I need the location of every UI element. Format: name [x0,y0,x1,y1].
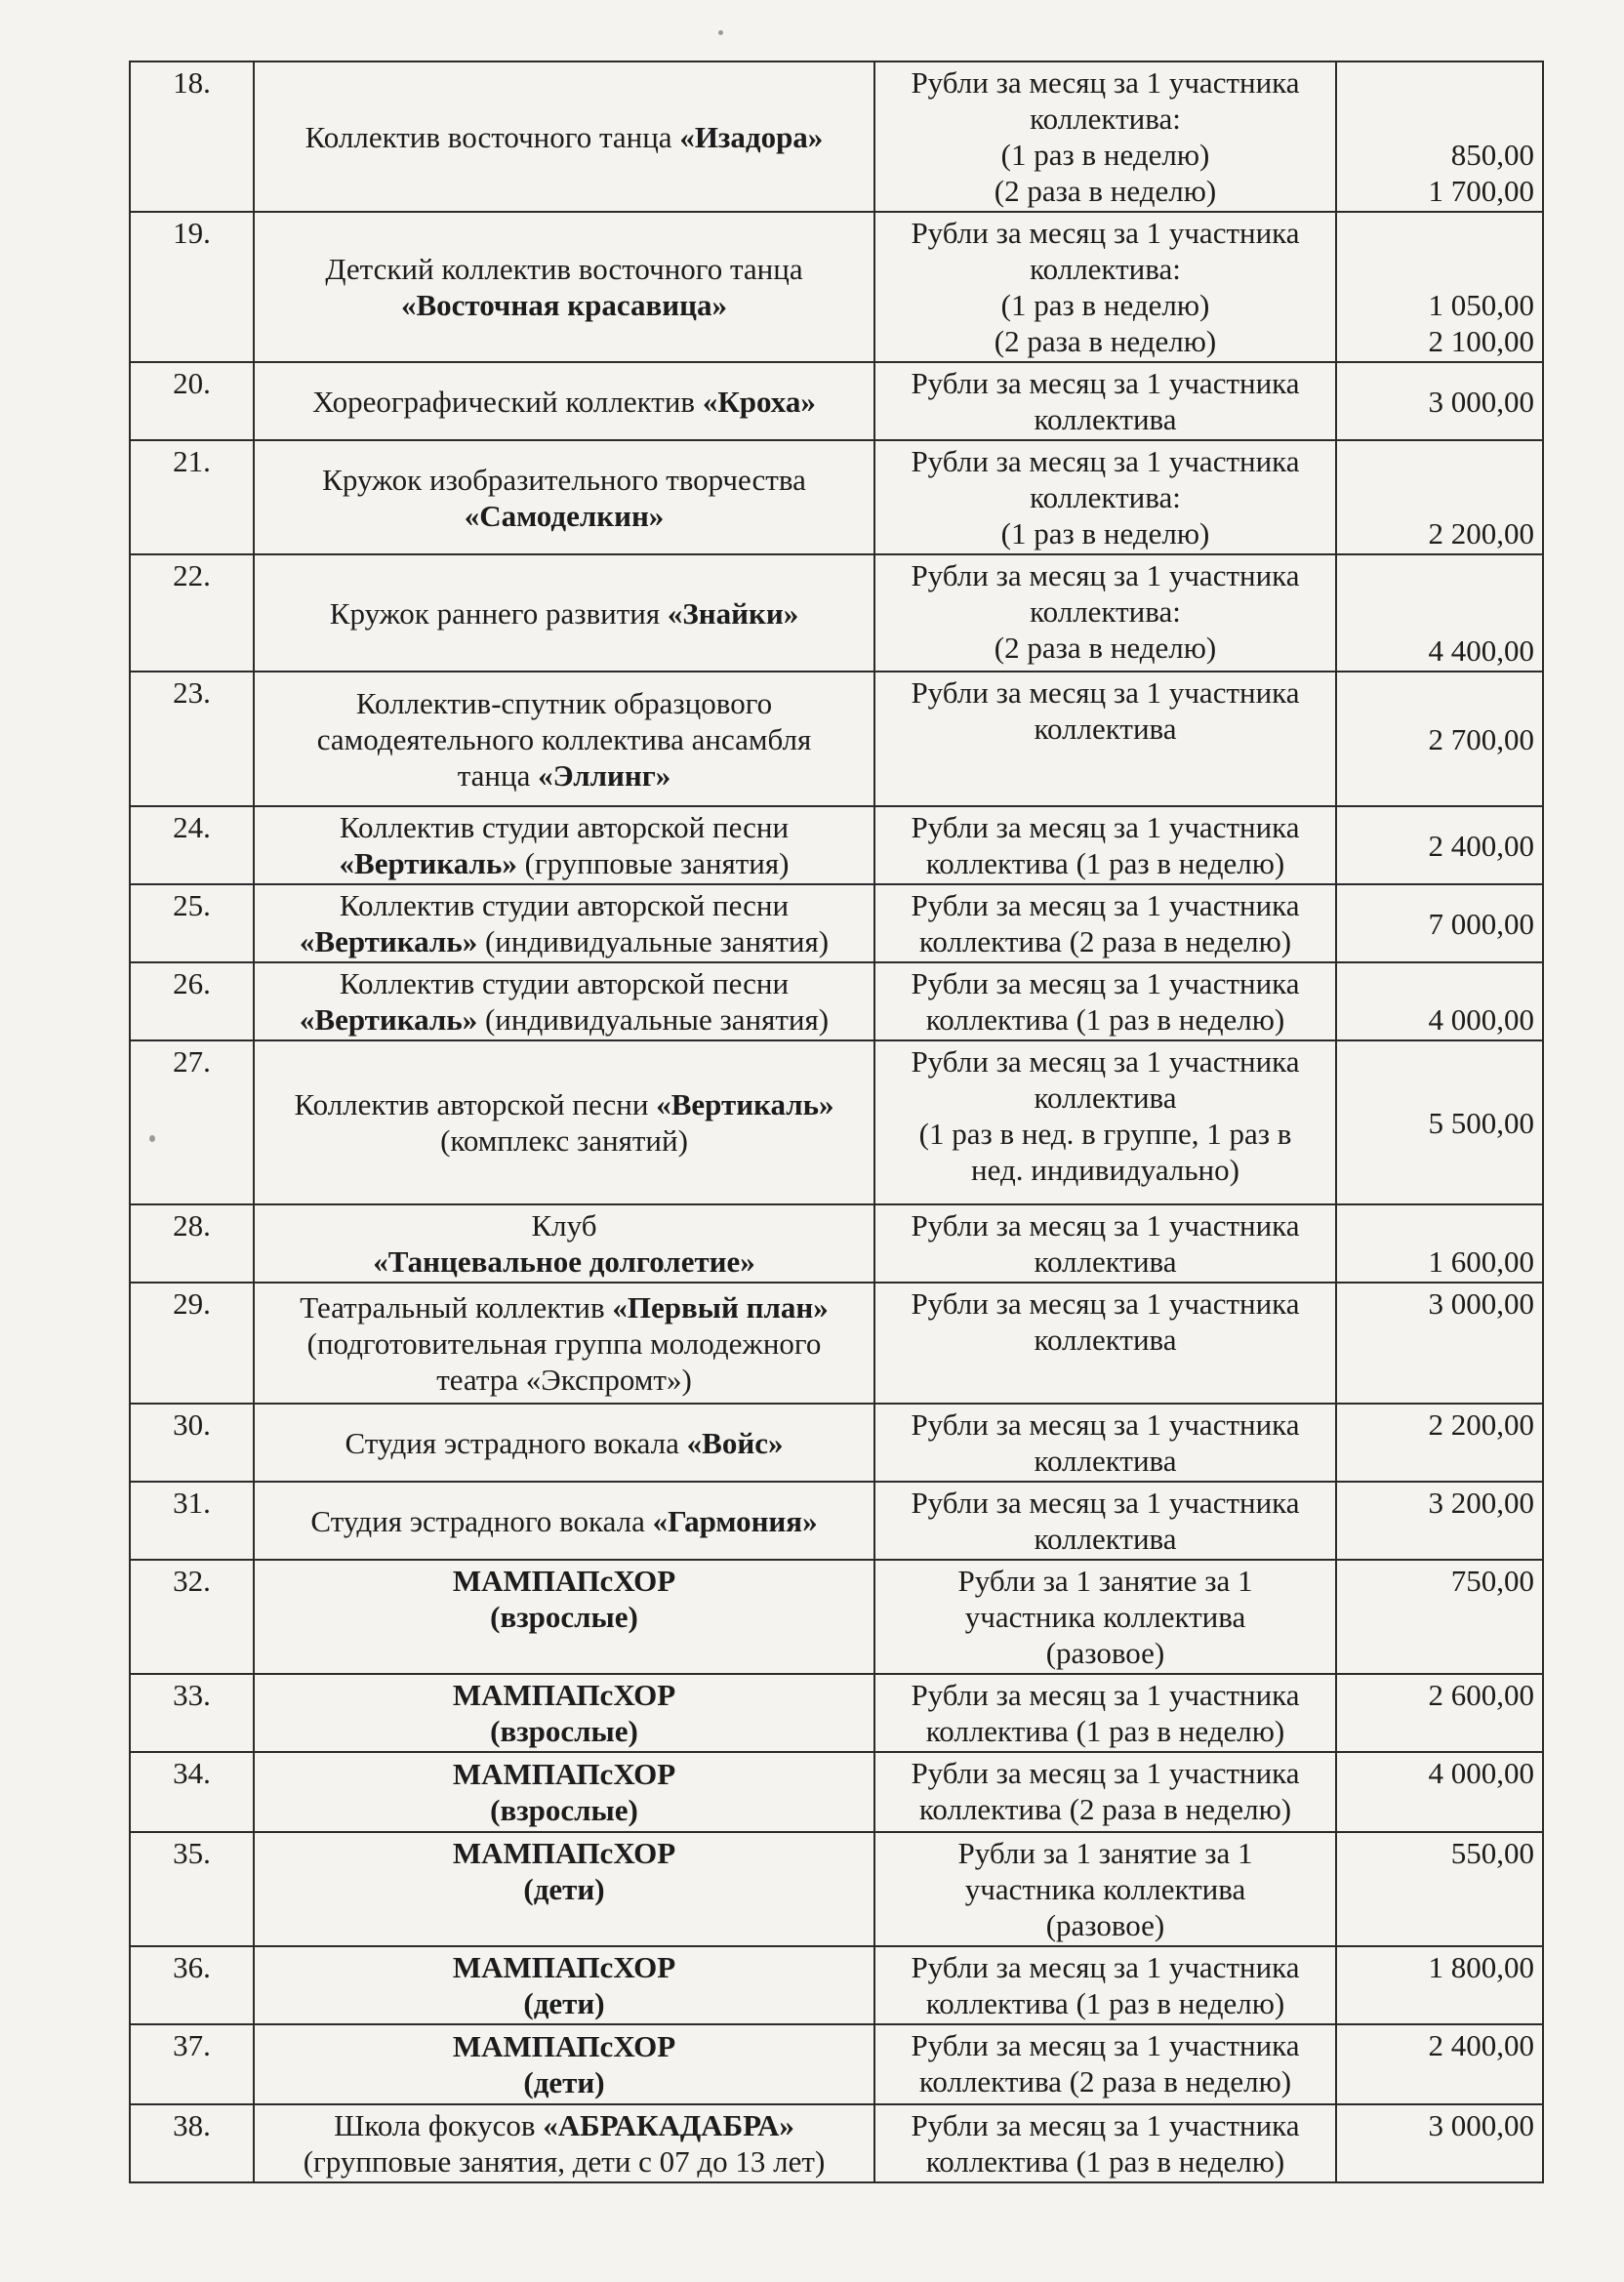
row-number: 19. [130,212,254,362]
unit-line: коллектива (2 раза в неделю) [918,924,1292,958]
unit-of-measure [874,1204,1336,1283]
price-line: 850,00 [1450,138,1534,172]
collective-name-part: Коллектив студии авторской песни [339,888,790,922]
table-row [130,1283,1543,1404]
scan-speck [718,30,723,35]
table-row [130,2104,1543,2182]
unit-of-measure [874,362,1336,440]
table-row [130,1752,1543,1832]
unit-of-measure [874,2104,1336,2182]
unit-line: коллектива: [1030,480,1181,514]
unit-line: (1 раз в нед. в группе, 1 раз в [918,1117,1292,1151]
table-row [130,554,1543,672]
unit-line: коллектива (1 раз в неделю) [925,1986,1285,2020]
table-row [130,1832,1543,1946]
collective-name [254,554,874,672]
price-value [1336,1946,1543,2024]
collective-name [254,1946,874,2024]
collective-name [254,672,874,806]
collective-name-part: МАМПАПсХОР [452,1950,676,1984]
unit-line: Рубли за месяц за 1 участника [911,1756,1300,1790]
table-row [130,1946,1543,2024]
row-number: 24. [130,806,254,884]
unit-of-measure [874,1674,1336,1752]
table-row [130,362,1543,440]
unit-of-measure [874,1560,1336,1674]
row-number: 33. [130,1674,254,1752]
price-table [129,61,1544,2183]
collective-name-part: (индивидуальные занятия) [477,1002,830,1037]
unit-line: Рубли за месяц за 1 участника [911,888,1300,922]
price-value [1336,962,1543,1040]
unit-line: Рубли за месяц за 1 участника [911,558,1300,592]
collective-name-part: «Вертикаль» [299,924,478,958]
collective-name-part: Хореографический коллектив [312,384,703,419]
row-number: 26. [130,962,254,1040]
collective-name-part: «Гармония» [652,1503,818,1538]
collective-name-part: (групповые занятия) [516,846,790,880]
collective-name-part: (дети) [523,2065,605,2099]
row-number: 30. [130,1404,254,1482]
row-number: 34. [130,1752,254,1832]
collective-name-part: Детский коллектив восточного танца [325,252,803,286]
row-number: 21. [130,440,254,554]
collective-name-part: Кружок раннего развития [329,595,668,631]
collective-name-part: «Вертикаль» [299,1002,478,1037]
unit-line: коллектива (1 раз в неделю) [925,1714,1285,1748]
unit-line: (2 раза в неделю) [994,174,1217,208]
collective-name [254,362,874,440]
unit-line: коллектива (2 раза в неделю) [918,2064,1292,2099]
table-row [130,962,1543,1040]
table-row [130,2024,1543,2104]
unit-of-measure [874,1040,1336,1204]
unit-line: Рубли за месяц за 1 участника [911,1486,1300,1520]
price-value [1336,1482,1543,1560]
table-row [130,1040,1543,1204]
price-table-body [130,61,1543,2182]
table-row [130,1204,1543,1283]
collective-name [254,1832,874,1946]
price-value [1336,1560,1543,1674]
unit-of-measure [874,212,1336,362]
price-line: 2 200,00 [1428,1407,1534,1442]
row-number: 27. [130,1040,254,1204]
collective-name-part: (взрослые) [490,1793,638,1827]
collective-name-part: «Первый план» [612,1289,829,1324]
price-line: 3 000,00 [1428,1286,1534,1321]
collective-name-part: Школа фокусов [334,2108,544,2142]
price-line: 2 200,00 [1428,516,1534,550]
collective-name-part: (дети) [523,1872,605,1906]
price-line: 2 400,00 [1428,2028,1534,2062]
collective-name [254,806,874,884]
price-value [1336,1204,1543,1283]
unit-of-measure [874,806,1336,884]
unit-line: Рубли за месяц за 1 участника [911,216,1300,250]
collective-name [254,440,874,554]
row-number: 32. [130,1560,254,1674]
row-number: 37. [130,2024,254,2104]
unit-line: коллектива (1 раз в неделю) [925,846,1285,880]
collective-name [254,1560,874,1674]
price-line: 3 200,00 [1428,1486,1534,1520]
collective-name-part: Коллектив восточного танца [304,119,680,154]
collective-name-part: театра «Экспромт») [436,1362,692,1397]
price-value [1336,554,1543,672]
collective-name-part: Коллектив-спутник образцового [355,685,773,720]
price-line: 2 600,00 [1428,1678,1534,1712]
collective-name [254,1404,874,1482]
table-row [130,1560,1543,1674]
collective-name-part: «Танцевальное долголетие» [373,1244,755,1279]
unit-of-measure [874,554,1336,672]
unit-line: Рубли за месяц за 1 участника [911,2108,1300,2142]
collective-name-part: «Восточная красавица» [400,288,728,322]
unit-line: участника коллектива [964,1600,1246,1634]
price-line: 1 050,00 [1428,288,1534,322]
price-line: 3 000,00 [1428,2108,1534,2142]
price-value [1336,1752,1543,1832]
price-line: 4 000,00 [1428,1002,1534,1037]
price-line: 2 700,00 [1428,721,1534,756]
collective-name-part: МАМПАПсХОР [452,1836,676,1870]
unit-line: коллектива [1034,1080,1177,1115]
table-row [130,1404,1543,1482]
unit-line: коллектива [1034,712,1177,746]
unit-of-measure [874,61,1336,212]
collective-name [254,212,874,362]
price-value [1336,61,1543,212]
unit-of-measure [874,1946,1336,2024]
price-line: 1 800,00 [1428,1950,1534,1984]
row-number: 38. [130,2104,254,2182]
unit-of-measure [874,1404,1336,1482]
price-line: 5 500,00 [1428,1105,1534,1140]
collective-name-part: «Войс» [686,1425,784,1460]
row-number: 18. [130,61,254,212]
unit-line: Рубли за месяц за 1 участника [911,366,1300,400]
unit-line: коллектива (2 раза в неделю) [918,1792,1292,1826]
unit-line: участника коллектива [964,1872,1246,1906]
collective-name-part: Студия эстрадного вокала [345,1425,687,1460]
unit-of-measure [874,440,1336,554]
price-line: 1 700,00 [1428,174,1534,208]
collective-name-part: Коллектив студии авторской песни [339,810,790,844]
collective-name-part: «Эллинг» [538,757,671,793]
row-number: 23. [130,672,254,806]
price-line: 7 000,00 [1428,906,1534,941]
unit-of-measure [874,1832,1336,1946]
price-value [1336,884,1543,962]
unit-of-measure [874,2024,1336,2104]
unit-line: нед. индивидуально) [971,1153,1239,1187]
unit-line: коллектива: [1030,594,1181,629]
table-row [130,884,1543,962]
unit-of-measure [874,962,1336,1040]
collective-name-part: (дети) [523,1986,605,2020]
price-value [1336,1283,1543,1404]
collective-name [254,2024,874,2104]
table-row [130,440,1543,554]
price-value [1336,362,1543,440]
unit-line: Рубли за месяц за 1 участника [911,1950,1300,1984]
unit-of-measure [874,884,1336,962]
table-row [130,212,1543,362]
collective-name [254,61,874,212]
collective-name-part: (взрослые) [490,1600,638,1634]
collective-name-part: (комплекс занятий) [440,1123,688,1158]
price-value [1336,1832,1543,1946]
collective-name-part: (групповые занятия, дети с 07 до 13 лет) [303,2144,826,2179]
price-line: 3 000,00 [1428,384,1534,419]
row-number: 35. [130,1832,254,1946]
unit-line: коллектива [1034,1522,1177,1556]
table-row [130,672,1543,806]
collective-name-part: «Самоделкин» [464,498,665,533]
unit-line: (2 раза в неделю) [994,324,1217,358]
unit-line: (1 раз в неделю) [1000,516,1210,550]
unit-line: коллектива [1034,1444,1177,1478]
collective-name-part: танца [457,757,539,793]
collective-name [254,962,874,1040]
collective-name-part: МАМПАПсХОР [452,1678,676,1712]
unit-line: (2 раза в неделю) [994,631,1217,665]
price-value [1336,1040,1543,1204]
unit-line: (разовое) [1045,1908,1165,1942]
table-row [130,1674,1543,1752]
row-number: 31. [130,1482,254,1560]
unit-line: коллектива: [1030,102,1181,136]
unit-line: Рубли за месяц за 1 участника [911,675,1300,710]
unit-line: Рубли за месяц за 1 участника [911,1407,1300,1442]
unit-line: (разовое) [1045,1636,1165,1670]
collective-name-part: (взрослые) [490,1714,638,1748]
unit-line: коллектива (1 раз в неделю) [925,2144,1285,2179]
price-value [1336,2104,1543,2182]
scan-speck [149,1135,155,1142]
collective-name-part: «Кроха» [702,384,816,419]
unit-of-measure [874,672,1336,806]
collective-name-part: (индивидуальные занятия) [477,924,830,958]
unit-line: Рубли за месяц за 1 участника [911,810,1300,844]
collective-name-part: МАМПАПсХОР [452,1757,676,1791]
unit-line: коллектива [1034,402,1177,436]
collective-name-part: Студия эстрадного вокала [310,1503,653,1538]
collective-name-part: Театральный коллектив [300,1289,613,1324]
price-value [1336,440,1543,554]
collective-name-part: «АБРАКАДАБРА» [543,2108,794,2142]
unit-line: (1 раз в неделю) [1000,138,1210,172]
unit-line: Рубли за месяц за 1 участника [911,1044,1300,1079]
collective-name-part: Кружок изобразительного творчества [322,462,806,497]
collective-name [254,1752,874,1832]
unit-line: коллектива: [1030,252,1181,286]
collective-name [254,1482,874,1560]
collective-name-part: «Знайки» [667,595,799,631]
unit-line: коллектива [1034,1244,1177,1279]
collective-name-part: «Изадора» [679,119,824,154]
unit-line: Рубли за месяц за 1 участника [911,1286,1300,1321]
price-line: 2 400,00 [1428,828,1534,863]
unit-line: Рубли за месяц за 1 участника [911,444,1300,478]
unit-of-measure [874,1752,1336,1832]
unit-line: (1 раз в неделю) [1000,288,1210,322]
collective-name-part: МАМПАПсХОР [452,2029,676,2063]
row-number: 36. [130,1946,254,2024]
collective-name [254,1040,874,1204]
table-row [130,61,1543,212]
price-value [1336,672,1543,806]
collective-name [254,1283,874,1404]
table-row [130,1482,1543,1560]
unit-line: коллектива (1 раз в неделю) [925,1002,1285,1037]
unit-line: Рубли за месяц за 1 участника [911,966,1300,1000]
price-line: 2 100,00 [1428,324,1534,358]
unit-line: Рубли за месяц за 1 участника [911,2028,1300,2062]
price-line: 550,00 [1450,1836,1534,1870]
unit-line: Рубли за 1 занятие за 1 [957,1836,1253,1870]
collective-name-part: МАМПАПсХОР [452,1564,676,1598]
row-number: 20. [130,362,254,440]
price-value [1336,1404,1543,1482]
row-number: 29. [130,1283,254,1404]
row-number: 28. [130,1204,254,1283]
price-line: 1 600,00 [1428,1244,1534,1279]
unit-line: коллектива [1034,1323,1177,1357]
table-row [130,806,1543,884]
collective-name [254,2104,874,2182]
price-value [1336,806,1543,884]
collective-name-part: (подготовительная группа молодежного [306,1325,822,1361]
unit-line: Рубли за месяц за 1 участника [911,65,1300,100]
unit-of-measure [874,1482,1336,1560]
collective-name [254,1674,874,1752]
collective-name-part: «Вертикаль» [656,1087,834,1121]
collective-name-part: Клуб [531,1208,597,1243]
price-value [1336,1674,1543,1752]
collective-name-part: самодеятельного коллектива ансамбля [316,721,812,756]
collective-name [254,884,874,962]
row-number: 25. [130,884,254,962]
unit-of-measure [874,1283,1336,1404]
price-line: 4 000,00 [1428,1756,1534,1790]
row-number: 22. [130,554,254,672]
price-line: 750,00 [1450,1564,1534,1598]
price-value [1336,212,1543,362]
price-value [1336,2024,1543,2104]
collective-name-part: Коллектив студии авторской песни [339,966,790,1000]
collective-name-part: Коллектив авторской песни [294,1087,657,1121]
unit-line: Рубли за месяц за 1 участника [911,1678,1300,1712]
unit-line: Рубли за месяц за 1 участника [911,1208,1300,1243]
collective-name-part: «Вертикаль» [339,846,517,880]
collective-name [254,1204,874,1283]
price-line: 4 400,00 [1428,633,1534,668]
unit-line: Рубли за 1 занятие за 1 [957,1564,1253,1598]
